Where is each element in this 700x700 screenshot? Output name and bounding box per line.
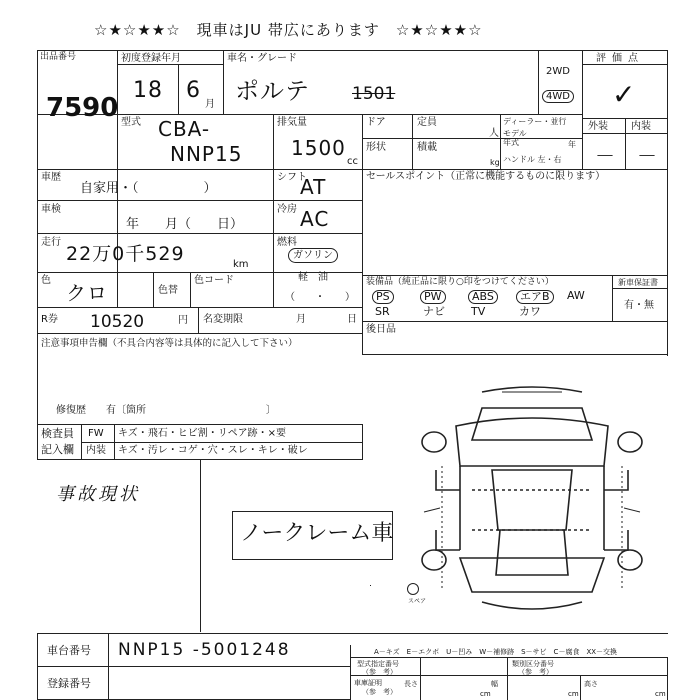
spec-label: 型式指定番号	[357, 660, 399, 668]
car-damage-diagram	[412, 380, 652, 620]
color-code-label: 色コード	[194, 275, 234, 286]
cat-label: 類別区分番号	[512, 660, 554, 668]
int-value: －	[637, 144, 658, 168]
dealer-label: ディーラー・並行	[503, 117, 567, 126]
rken-value: 10520	[90, 312, 145, 332]
model-line2: NNP15	[170, 142, 243, 166]
cool-label: 冷房	[277, 204, 297, 215]
due-day: 日	[347, 314, 357, 325]
length-unit: cm	[480, 690, 491, 698]
door-label: ドア	[366, 117, 386, 128]
reg-year: 18	[133, 78, 163, 103]
height-unit: cm	[655, 690, 666, 698]
car-name: ポルテ	[235, 77, 310, 105]
grade-struck: 1501	[352, 84, 396, 104]
equip-item-row1-3: エアB	[516, 290, 554, 304]
car-label: 車名・グレード	[227, 53, 297, 64]
equip-label: 装備品（純正品に限り○印をつけてください）	[366, 277, 554, 287]
garage-ref: （参 考）	[362, 688, 397, 696]
inspector-in: 内装	[86, 445, 106, 456]
color-label: 色	[41, 275, 51, 286]
fuel-paren: （ ・ ）	[285, 292, 355, 303]
sales-label: セールスポイント（正常に機能するものに限ります）	[366, 171, 606, 182]
equip-item-row1-1: PW	[420, 290, 446, 304]
rken-label: R券	[41, 314, 58, 325]
due-month: 月	[296, 314, 306, 325]
shape-label: 形状	[366, 142, 386, 153]
equip-item-row2-0: SR	[375, 305, 390, 318]
equip-item-row1-2: ABS	[468, 290, 498, 304]
shaken-value: 年 月（ 日）	[126, 217, 244, 232]
load-unit: kg	[490, 158, 500, 167]
fuel-label: 燃料	[277, 237, 297, 248]
reg-month-unit: 月	[205, 99, 215, 110]
mileage-unit: km	[233, 259, 249, 270]
int-label: 内装	[631, 121, 651, 132]
modelyear-label: モデル 年式	[503, 129, 527, 147]
fuel-gas: ガソリン	[288, 248, 338, 263]
repair-label: 修復歴 有〔箇所 〕	[56, 405, 276, 416]
mileage-value: 22万0千529	[66, 243, 185, 265]
reg-month: 6	[186, 78, 201, 103]
notes-label: 注意事項申告欄（不具合内容等は具体的に記入して下さい）	[41, 338, 298, 349]
score-label: 評価点	[596, 53, 644, 64]
modelyear-unit: 年	[568, 140, 576, 149]
shift-label: シフト	[277, 172, 307, 183]
drive-2wd: 2WD	[546, 66, 570, 77]
chassis-label: 車台番号	[47, 644, 91, 657]
reg-label: 初度登録年月	[121, 53, 181, 64]
warranty-value: 有・無	[624, 300, 654, 311]
handle-label: ハンドル 左・右	[503, 155, 562, 164]
width-label: 幅	[491, 680, 498, 688]
garage-label: 車庫証明	[354, 679, 382, 687]
damage-legend: A－キズ E－エクボ U－凹み W－補修跡 S－サビ C－腐食 XX－交換	[374, 648, 618, 656]
spare-label: スペア	[408, 598, 427, 605]
equip-item-row2-1: ナビ	[423, 305, 445, 318]
drive-4wd: 4WD	[542, 90, 574, 103]
width-unit: cm	[568, 690, 579, 698]
inspector-fw-text: キズ・飛石・ヒビ割・リペア跡・×要	[118, 428, 286, 439]
equip-item-row2-2: TV	[471, 305, 486, 318]
banner-text: ☆★☆★★☆ 現車はJU 帯広にあります ☆★☆★★☆	[94, 21, 483, 39]
inspector-fw: FW	[88, 428, 104, 439]
equip-item-row2-3: カワ	[519, 305, 541, 318]
inspector-label-1: 検査員	[41, 427, 74, 440]
disp-unit: cc	[347, 156, 358, 167]
inspector-label-2: 記入欄	[41, 443, 74, 456]
height-label: 高さ	[584, 680, 598, 688]
rear-label: 後日品	[366, 324, 396, 335]
rken-unit: 円	[178, 315, 188, 326]
lot-label: 出品番号	[40, 52, 77, 62]
ext-value: －	[595, 144, 616, 168]
cool-value: AC	[300, 207, 330, 231]
shaken-label: 車検	[41, 204, 61, 215]
history-label: 車歴	[41, 172, 61, 183]
cat-ref: （参 考）	[518, 668, 553, 676]
model-label: 型式	[121, 117, 141, 128]
regno-label: 登録番号	[47, 677, 91, 690]
shift-value: AT	[300, 175, 327, 199]
lot-number: 7590	[46, 93, 119, 123]
load-label: 積載	[417, 142, 437, 153]
model-line1: CBA-	[158, 117, 211, 141]
accident-note: 事故現状	[56, 484, 140, 505]
fuel-diesel: 軽 油	[298, 272, 328, 283]
warranty-label: 新車保証書	[618, 278, 658, 287]
chassis-value: NNP15 -5001248	[118, 640, 291, 660]
equip-item-row1-0: PS	[372, 290, 394, 304]
mileage-label: 走行	[41, 237, 61, 248]
spec-ref: （参 考）	[362, 668, 397, 676]
due-label: 名変期限	[203, 314, 243, 325]
inspector-in-text: キズ・汚レ・コゲ・穴・スレ・キレ・破レ	[118, 445, 308, 456]
disp-label: 排気量	[277, 117, 307, 128]
history-value: 自家用・（ ）	[80, 181, 217, 196]
length-label: 長さ	[404, 680, 418, 688]
color-value: クロ	[66, 281, 108, 305]
disp-value: 1500	[291, 136, 346, 160]
noclaim-text: ノークレーム車	[240, 521, 394, 546]
score-mark: ✓	[612, 78, 637, 111]
equip-item-row1-4: AW	[567, 289, 585, 302]
spare-circle	[407, 583, 419, 595]
color-change-label: 色替	[158, 285, 178, 296]
cap-unit: 人	[489, 128, 499, 139]
cap-label: 定員	[417, 117, 437, 128]
ext-label: 外装	[588, 121, 608, 132]
